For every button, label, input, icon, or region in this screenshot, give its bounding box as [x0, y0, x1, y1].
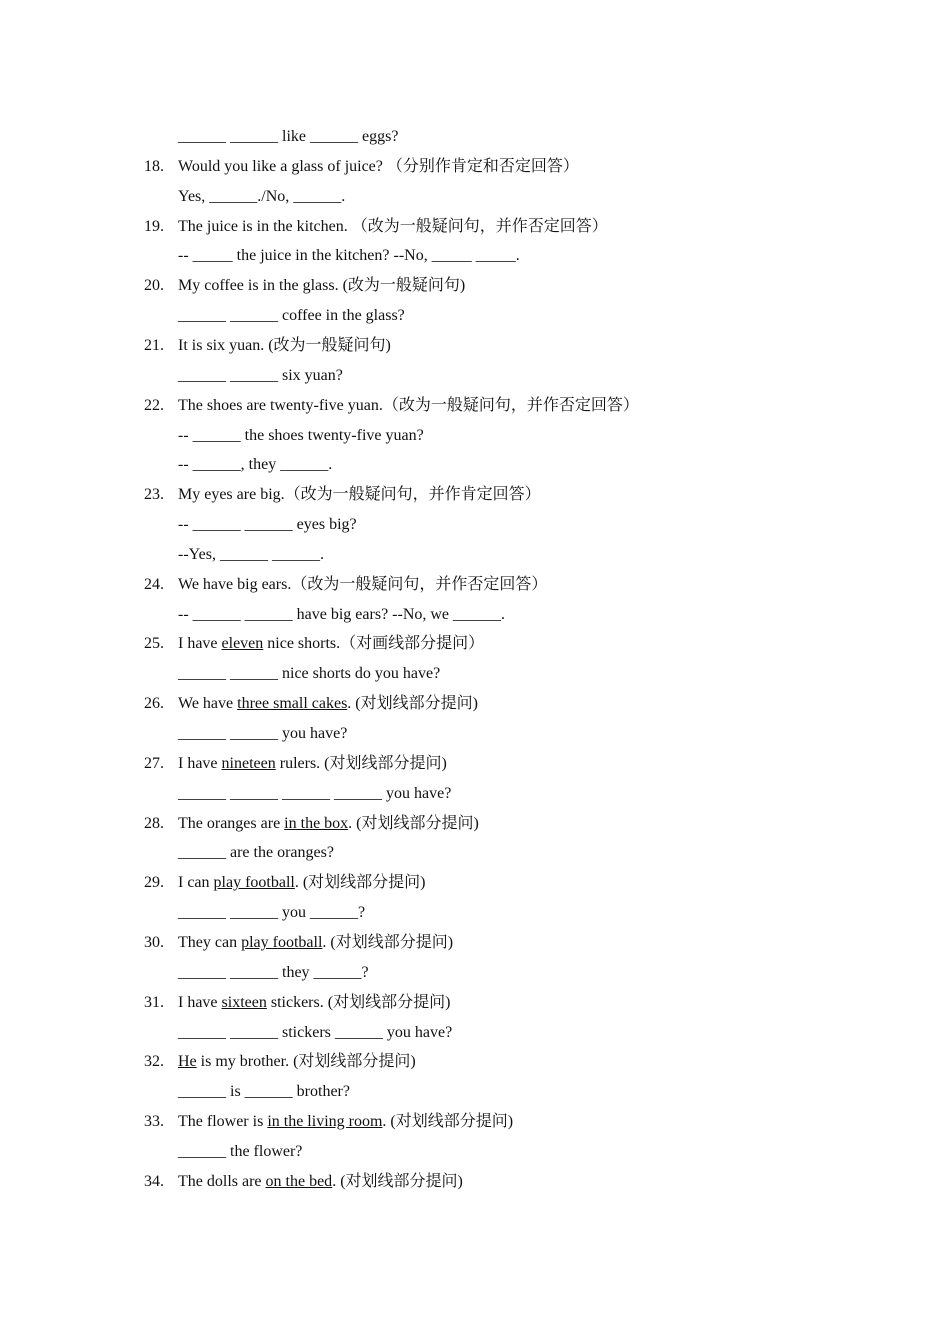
line-text	[178, 1047, 416, 1077]
line-text	[178, 301, 405, 331]
question-number: 22.	[144, 396, 164, 414]
question-number: 31.	[144, 993, 164, 1011]
text-segment: I can	[178, 874, 214, 892]
line-text	[178, 241, 520, 271]
line-text	[178, 809, 479, 839]
underlined-phrase: three small cakes	[237, 695, 348, 713]
text-segment: ______ ______ ______ ______ you have?	[178, 784, 452, 802]
question-number: 23.	[144, 486, 164, 504]
question-number: 32.	[144, 1053, 164, 1071]
line-text	[178, 749, 447, 779]
line-text	[178, 659, 440, 689]
text-segment: -- _____ the juice in the kitchen? --No, _____ _____.	[178, 247, 520, 265]
question-number: 30.	[144, 933, 164, 951]
text-segment: ______ ______ six yuan?	[178, 366, 343, 384]
text-segment: . (对划线部分提问)	[322, 933, 454, 951]
question-number: 34.	[144, 1172, 164, 1190]
text-segment: I have	[178, 754, 222, 772]
line-text	[178, 212, 608, 242]
text-segment: stickers. (对划线部分提问)	[266, 993, 451, 1011]
underlined-phrase: eleven	[221, 635, 264, 653]
text-segment: ______ ______ coffee in the glass?	[178, 307, 405, 325]
text-segment: We have big ears.（改为一般疑问句，并作否定回答）	[178, 575, 548, 593]
text-segment: . (对划线部分提问)	[332, 1172, 463, 1190]
line-text	[178, 988, 450, 1018]
line-text	[178, 629, 484, 659]
line-text	[178, 1018, 452, 1048]
text-segment: -- ______ ______ eyes big?	[178, 516, 357, 534]
underlined-phrase: in the box	[284, 814, 349, 832]
text-segment: They can	[178, 933, 242, 951]
text-segment: ______ are the oranges?	[178, 844, 334, 862]
text-segment: ______ ______ nice shorts do you have?	[178, 665, 441, 683]
underlined-phrase: nineteen	[221, 754, 276, 772]
line-text	[178, 331, 391, 361]
line-text	[178, 928, 453, 958]
text-segment: ______ ______ stickers ______ you have?	[178, 1023, 453, 1041]
line-text	[178, 1107, 513, 1137]
text-segment: My coffee is in the glass. (改为一般疑问句)	[178, 277, 466, 295]
text-segment: Yes, ______./No, ______.	[178, 187, 346, 205]
line-text	[178, 1137, 302, 1167]
line-text	[178, 898, 365, 928]
line-text	[178, 719, 347, 749]
text-segment: nice shorts.（对画线部分提问）	[263, 635, 485, 653]
text-segment: ______ ______ you have?	[178, 725, 348, 742]
text-segment: ______ ______ like ______ eggs?	[178, 128, 399, 145]
underlined-phrase: play football	[241, 933, 323, 951]
question-number: 20.	[144, 277, 164, 295]
question-number: 24.	[144, 575, 164, 593]
text-segment: rulers. (对划线部分提问)	[275, 754, 447, 772]
question-number: 25.	[144, 635, 164, 653]
line-text	[178, 689, 478, 719]
text-segment: My eyes are big.（改为一般疑问句，并作肯定回答）	[178, 486, 541, 504]
line-text	[178, 152, 579, 182]
line-text	[178, 600, 505, 630]
text-segment: . (对划线部分提问)	[294, 874, 426, 892]
line-text	[178, 421, 424, 451]
line-text	[178, 391, 639, 421]
line-text	[178, 122, 398, 152]
text-segment: ______ the flower?	[178, 1142, 303, 1160]
text-segment: The shoes are twenty-five yuan.（改为一般疑问句，并作否定回答）	[178, 396, 639, 414]
line-text	[178, 779, 451, 809]
text-segment: --Yes, ______ ______.	[178, 545, 324, 563]
line-text	[178, 838, 334, 868]
line-text	[178, 361, 343, 391]
line-text	[178, 480, 541, 510]
text-segment: -- ______ ______ have big ears? --No, we ______.	[178, 605, 506, 623]
text-segment: ______ is ______ brother?	[178, 1083, 350, 1101]
question-number: 28.	[144, 814, 164, 832]
text-segment: ______ ______ they ______?	[178, 963, 369, 981]
text-segment: The oranges are	[178, 814, 285, 832]
text-segment: The dolls are	[178, 1172, 266, 1190]
line-text	[178, 1167, 463, 1197]
text-segment: It is six yuan. (改为一般疑问句)	[178, 336, 391, 354]
line-text	[178, 540, 324, 570]
line-text	[178, 868, 426, 898]
question-number: 18.	[144, 157, 164, 175]
text-segment: I have	[178, 635, 222, 653]
question-number: 26.	[144, 695, 164, 713]
text-segment: . (对划线部分提问)	[382, 1113, 514, 1131]
underlined-phrase: He	[178, 1053, 197, 1071]
question-number: 33.	[144, 1113, 164, 1131]
question-number: 19.	[144, 217, 164, 235]
line-text	[178, 510, 357, 540]
line-text	[178, 570, 547, 600]
question-number: 27.	[144, 754, 164, 772]
text-segment: The flower is	[178, 1113, 268, 1131]
text-segment: is my brother. (对划线部分提问)	[196, 1053, 416, 1071]
text-segment: The juice is in the kitchen. （改为一般疑问句，并作否定回答）	[178, 217, 608, 235]
text-segment: ______ ______ you ______?	[178, 904, 366, 922]
line-text	[178, 958, 369, 988]
text-segment: . (对划线部分提问)	[348, 814, 479, 832]
underlined-phrase: sixteen	[221, 993, 267, 1011]
line-text	[178, 1077, 350, 1107]
text-segment: -- ______ the shoes twenty-five yuan?	[178, 426, 424, 444]
text-segment: -- ______, they ______.	[178, 456, 333, 474]
line-text	[178, 450, 332, 480]
underlined-phrase: in the living room	[267, 1113, 383, 1131]
line-text	[178, 182, 345, 212]
question-number: 29.	[144, 874, 164, 892]
underlined-phrase: play football	[213, 874, 295, 892]
line-text	[178, 271, 465, 301]
text-segment: We have	[178, 695, 238, 713]
text-segment: . (对划线部分提问)	[347, 695, 478, 713]
text-segment: Would you like a glass of juice? （分别作肯定和否定回答）	[178, 157, 579, 175]
text-segment: I have	[178, 993, 222, 1011]
question-number: 21.	[144, 336, 164, 354]
underlined-phrase: on the bed	[265, 1172, 333, 1190]
